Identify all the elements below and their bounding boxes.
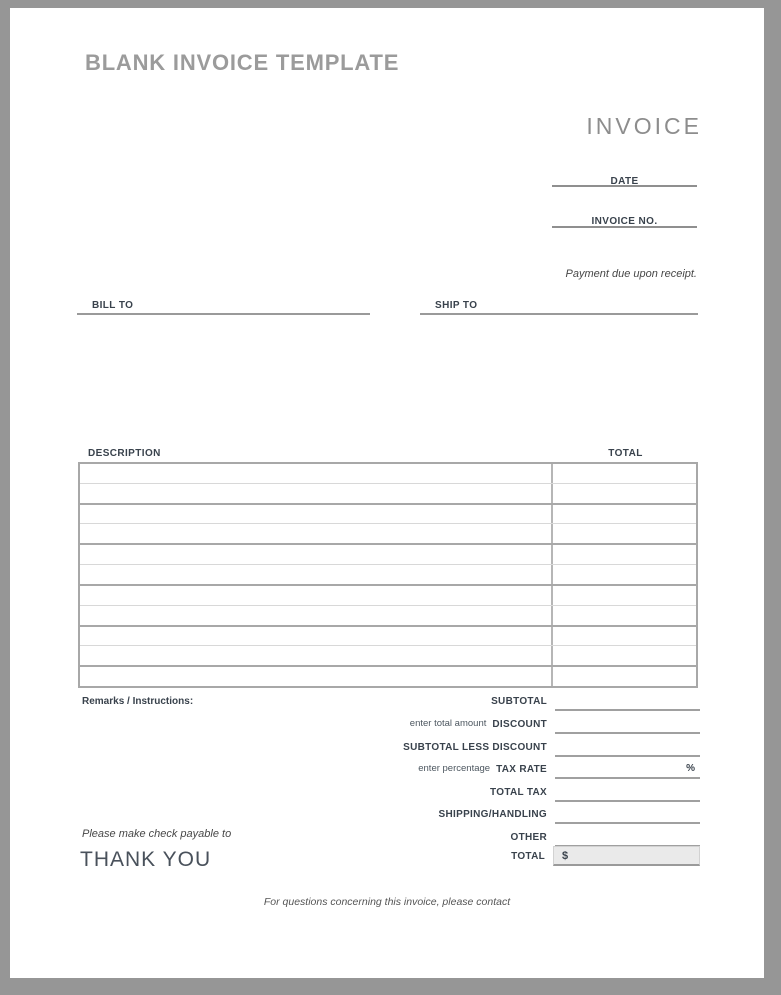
description-cell[interactable]: [80, 667, 551, 686]
table-row: [80, 565, 696, 586]
check-payable-note: Please make check payable to: [82, 828, 232, 840]
summary-label: TAX RATE: [496, 764, 547, 775]
total-cell[interactable]: [551, 667, 696, 686]
page-title: BLANK INVOICE TEMPLATE: [85, 50, 400, 75]
tax-rate-value-field[interactable]: [555, 759, 700, 779]
description-cell[interactable]: [80, 464, 551, 483]
other-value-field[interactable]: [555, 827, 700, 847]
table-row: [80, 505, 696, 525]
summary-label: DISCOUNT: [492, 719, 547, 730]
summary-row-subtotal-less-discount: [270, 737, 700, 757]
bill-to-label: BILL TO: [92, 300, 134, 311]
total-value-field[interactable]: [553, 846, 700, 866]
table-row: [80, 524, 696, 545]
table-row: [80, 586, 696, 606]
summary-row-other: [270, 827, 700, 847]
summary-helper: enter percentage: [418, 763, 491, 774]
description-cell[interactable]: [80, 505, 551, 524]
date-field[interactable]: [552, 171, 697, 187]
invoice-page: [10, 8, 764, 978]
table-row: [80, 464, 696, 484]
shipping-handling-value-field[interactable]: [555, 804, 700, 824]
bill-to-field[interactable]: [77, 297, 370, 315]
total-cell[interactable]: [551, 646, 696, 665]
invoice-no-label: INVOICE NO.: [591, 216, 658, 227]
total-cell[interactable]: [551, 606, 696, 625]
percent-suffix: %: [686, 763, 695, 774]
description-cell[interactable]: [80, 586, 551, 605]
ship-to-label: SHIP TO: [435, 300, 478, 311]
description-cell[interactable]: [80, 646, 551, 665]
total-cell[interactable]: [551, 627, 696, 646]
table-row: [80, 484, 696, 505]
summary-helper: enter total amount: [409, 718, 487, 729]
total-tax-value-field[interactable]: [555, 782, 700, 802]
summary-row-discount: [270, 714, 700, 734]
total-cell[interactable]: [551, 545, 696, 564]
table-row: [80, 667, 696, 686]
ship-to-field[interactable]: [420, 297, 698, 315]
description-cell[interactable]: [80, 484, 551, 503]
table-row: [80, 627, 696, 647]
summary-label: SHIPPING/HANDLING: [438, 809, 547, 820]
subtotal-less-discount-value-field[interactable]: [555, 737, 700, 757]
summary-row-tax-rate: [270, 759, 700, 779]
summary-label: SUBTOTAL: [491, 696, 547, 707]
summary-row-shipping-handling: [270, 804, 700, 824]
line-items-table: [78, 462, 698, 688]
total-cell[interactable]: [551, 484, 696, 503]
date-label: DATE: [610, 176, 639, 187]
table-row: [80, 606, 696, 627]
total-cell[interactable]: [551, 586, 696, 605]
total-cell[interactable]: [551, 464, 696, 483]
total-cell[interactable]: [551, 524, 696, 543]
summary-row-total-tax: [270, 782, 700, 802]
description-cell[interactable]: [80, 565, 551, 584]
table-row: [80, 545, 696, 565]
invoice-no-field[interactable]: [552, 211, 697, 228]
thank-you-text: THANK YOU: [80, 848, 212, 871]
description-cell[interactable]: [80, 545, 551, 564]
discount-value-field[interactable]: [555, 714, 700, 734]
table-row: [80, 646, 696, 667]
footer-contact-note: For questions concerning this invoice, please contact: [263, 896, 511, 908]
total-label: TOTAL: [511, 850, 545, 862]
summary-row-subtotal: [270, 691, 700, 711]
remarks-label: Remarks / Instructions:: [82, 696, 194, 707]
description-column-header: DESCRIPTION: [88, 448, 161, 459]
summary-label: SUBTOTAL LESS DISCOUNT: [403, 742, 547, 753]
subtotal-value-field[interactable]: [555, 691, 700, 711]
total-cell[interactable]: [551, 505, 696, 524]
summary-row-total: [270, 846, 700, 866]
description-cell[interactable]: [80, 524, 551, 543]
summary-label: OTHER: [510, 832, 547, 843]
total-column-header: TOTAL: [608, 448, 643, 459]
summary-label: TOTAL TAX: [490, 787, 547, 798]
total-cell[interactable]: [551, 565, 696, 584]
payment-terms-note: Payment due upon receipt.: [565, 268, 697, 280]
currency-symbol: $: [562, 849, 569, 862]
description-cell[interactable]: [80, 627, 551, 646]
description-cell[interactable]: [80, 606, 551, 625]
invoice-heading: INVOICE: [586, 113, 702, 139]
